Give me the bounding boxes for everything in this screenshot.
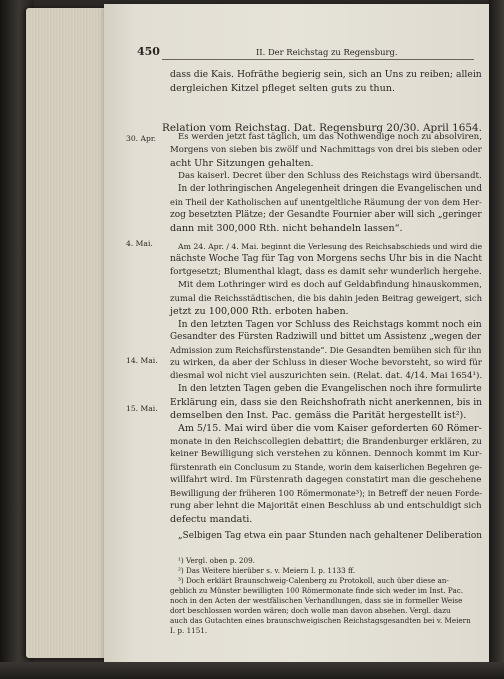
running-title: II. Der Reichstag zu Regensburg. — [256, 47, 398, 57]
text-line: Es werden jetzt fast täglich, um das Nothwendige noch zu absolviren, — [178, 132, 482, 142]
header-rule — [162, 59, 474, 60]
text-line: Mit dem Lothringer wird es doch auf Geldabfindung hinauskommen, — [178, 280, 483, 290]
text-line: „Selbigen Tag etwa ein paar Stunden nach gehaltener Deliberation — [178, 531, 482, 541]
footnote-line: geblich zu Münster bewilligten 100 Römermonate finde sich weder im Inst. Pac. — [170, 586, 464, 595]
text-line: Admission zum Reichsfürstenstande“. Die Gesandten bemühen sich für ihn — [170, 345, 482, 355]
text-line: jetzt zu 100,000 Rth. erboten haben. — [170, 306, 349, 317]
text-line: In den letzten Tagen geben die Evangelischen noch ihre formulirte — [178, 384, 482, 394]
facing-edge — [489, 0, 504, 679]
text-line: fürstenrath ein Conclusum zu Stande, worin dem kaiserlichen Begehren ge- — [170, 462, 482, 472]
text-line: Gesandter des Fürsten Radziwill und bittet um Assistenz „wegen der — [170, 332, 482, 342]
text-line: In der lothringischen Angelegenheit dringen die Evangelischen und — [178, 184, 483, 194]
text-line: defectu mandati. — [170, 514, 253, 525]
text-line: monate in den Reichscollegien debattirt; die Brandenburger erklären, zu — [170, 436, 482, 446]
margin-date: 15. Mai. — [126, 404, 158, 413]
text-line: rung aber lehnt die Majorität einen Beschluss ab und entschuldigt sich — [170, 501, 482, 511]
footnote-line: dort beschlossen worden wären; doch wolle man davon absehen. Vergl. dazu — [170, 606, 451, 615]
bottom-shadow — [0, 662, 504, 679]
text-line: keiner Bewilligung sich verstehen zu können. Dennoch kommt im Kur- — [170, 449, 482, 459]
text-line: dann mit 300,000 Rth. nicht behandeln lassen“. — [170, 223, 403, 234]
text-line: In den letzten Tagen vor Schluss des Reichstags kommt noch ein — [178, 319, 482, 330]
footnote-line: auch das Gutachten eines braunschweigischen Reichstagsgesandten bei v. Meiern — [170, 616, 471, 625]
footnote-line: ³) Doch erklärt Braunschweig-Calenberg zu Protokoll, auch über diese an- — [178, 576, 449, 585]
text-line: zog besetzten Plätze; der Gesandte Fournier aber will sich „geringer — [170, 210, 482, 220]
text-line: Morgens von sieben bis zwölf und Nachmittags von drei bis sieben oder — [170, 145, 482, 155]
section-heading: Relation vom Reichstag. Dat. Regensburg 20/30. April 1654. — [162, 122, 482, 134]
text-line: Bewilligung der früheren 100 Römermonate³); in Betreff der neuen Forde- — [170, 488, 483, 498]
intro-line: dass die Kais. Hofräthe begierig sein, sich an Uns zu reiben; allein — [170, 69, 482, 80]
footnote-line: ²) Das Weitere hierüber s. v. Meiern I. p. 1133 ff. — [178, 566, 356, 575]
text-line: acht Uhr Sitzungen gehalten. — [170, 158, 314, 169]
text-line: fortgesetzt; Blumenthal klagt, dass es damit sehr wunderlich hergehe. — [170, 267, 482, 277]
text-line: zumal die Reichsstädtischen, die bis dahin jeden Beitrag geweigert, sich — [170, 293, 483, 303]
footnote-line: ¹) Vergl. oben p. 209. — [178, 556, 255, 565]
text-line: Am 5/15. Mai wird über die vom Kaiser geforderten 60 Römer- — [178, 423, 482, 434]
footnote-line: noch in den Acten der westfälischen Verhandlungen, dass sie in formeller Weise — [170, 596, 463, 605]
text-line: nächste Woche Tag für Tag von Morgens sechs Uhr bis in die Nacht — [170, 254, 482, 264]
text-line: ein Theil der Katholischen auf unentgeltliche Räumung der von dem Her- — [170, 197, 482, 207]
margin-date: 14. Mai. — [126, 356, 158, 365]
intro-line: dergleichen Kitzel pfleget selten guts zu thun. — [170, 83, 396, 94]
text-line: demselben den Inst. Pac. gemäss die Parität hergestellt ist²). — [170, 410, 467, 421]
margin-date: 30. Apr. — [126, 134, 157, 143]
text-line: willfahrt wird. Im Fürstenrath dagegen constatirt man die geschehene — [170, 475, 482, 485]
text-line: Erklärung ein, dass sie den Reichshofrath nicht anerkennen, bis in — [170, 397, 483, 408]
text-line: Am 24. Apr. / 4. Mai. beginnt die Verlesung des Reichsabschieds und wird die — [178, 242, 483, 251]
page-number: 450 — [137, 45, 160, 58]
text-line: zu wirken, da aber der Schluss in dieser Woche bevorsteht, so wird für — [170, 358, 482, 368]
text-line: Das kaiserl. Decret über den Schluss des Reichstags wird übersandt. — [178, 171, 482, 181]
footnote-line: I. p. 1151. — [170, 626, 208, 635]
margin-date: 4. Mai. — [126, 239, 153, 248]
text-line: diesmal wol nicht viel auszurichten sein. (Relat. dat. 4/14. Mai 1654¹). — [170, 371, 483, 381]
